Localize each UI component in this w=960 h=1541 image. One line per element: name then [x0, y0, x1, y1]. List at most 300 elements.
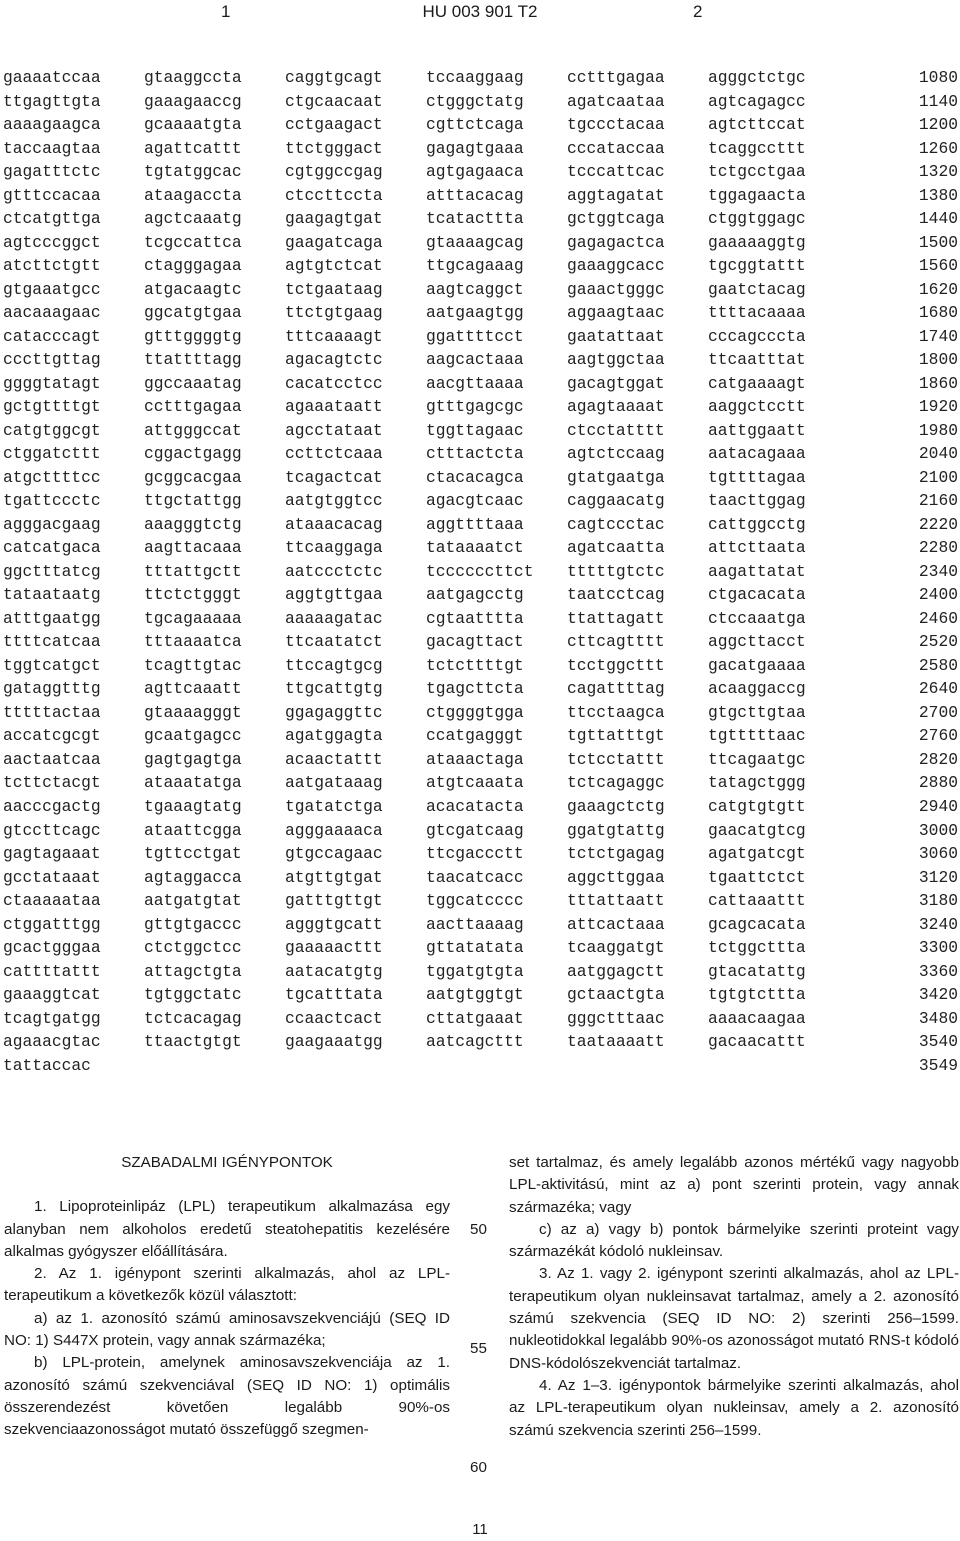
sequence-chunk: agttcaaatt: [144, 679, 242, 699]
sequence-chunk: catacccagt: [3, 326, 101, 346]
sequence-chunk: aatggagctt: [567, 961, 665, 981]
sequence-position-number: 1200: [918, 115, 958, 135]
sequence-chunk: ccttctcaaa: [285, 444, 383, 464]
sequence-chunk: tttaaaatca: [144, 632, 242, 652]
sequence-chunk: gctggtcaga: [567, 209, 665, 229]
sequence-chunk: gttatatata: [426, 938, 524, 958]
sequence-chunk: gggctttaac: [567, 1008, 665, 1028]
sequence-chunk: gaaactgggc: [567, 279, 665, 299]
sequence-row: [3, 489, 958, 513]
sequence-chunk: taatcctcag: [567, 585, 665, 605]
sequence-chunk: gaaaaaggtg: [708, 232, 806, 252]
sequence-chunk: ataattcgga: [144, 820, 242, 840]
page-footer-number: 11: [472, 1521, 488, 1538]
sequence-chunk: tttttactaa: [3, 702, 101, 722]
sequence-chunk: tttattgctt: [144, 561, 242, 581]
sequence-chunk: catgaaaagt: [708, 373, 806, 393]
sequence-chunk: agagtaaaat: [567, 397, 665, 417]
sequence-chunk: ttgcattgtg: [285, 679, 383, 699]
sequence-position-number: 2820: [918, 749, 958, 769]
sequence-chunk: ggggtatagt: [3, 373, 101, 393]
sequence-chunk: aatgtggtcc: [285, 491, 383, 511]
sequence-row: [3, 1007, 958, 1031]
sequence-position-number: 2700: [918, 702, 958, 722]
sequence-chunk: ataaatatga: [144, 773, 242, 793]
sequence-chunk: taataaaatt: [567, 1032, 665, 1052]
sequence-chunk: aatacagaaa: [708, 444, 806, 464]
sequence-chunk: ctgggctatg: [426, 91, 524, 111]
sequence-chunk: aattggaatt: [708, 420, 806, 440]
sequence-chunk: catgtgtgtt: [708, 796, 806, 816]
sequence-chunk: tctcagaggc: [567, 773, 665, 793]
sequence-chunk: gcactgggaa: [3, 938, 101, 958]
sequence-chunk: ttctgtgaag: [285, 303, 383, 323]
sequence-position-number: 2460: [918, 608, 958, 628]
sequence-chunk: tcagttgtac: [144, 655, 242, 675]
sequence-chunk: agggaaaaca: [285, 820, 383, 840]
sequence-chunk: ggatgtattg: [567, 820, 665, 840]
sequence-chunk: cggactgagg: [144, 444, 242, 464]
sequence-row: [3, 960, 958, 984]
claim-2: 2. Az 1. igénypont szerinti alkalmazás, ahol az LPL-terapeutikum a következők közül választott:: [4, 1265, 450, 1305]
sequence-chunk: cctttgagaa: [144, 397, 242, 417]
sequence-chunk: ttcgaccctt: [426, 844, 524, 864]
sequence-chunk: aagattatat: [708, 561, 806, 581]
sequence-chunk: tcatacttta: [426, 209, 524, 229]
sequence-row: [3, 583, 958, 607]
sequence-position-number: 2760: [918, 726, 958, 746]
sequence-chunk: gagtagaaat: [3, 844, 101, 864]
sequence-chunk: gtaaaagggt: [144, 702, 242, 722]
sequence-chunk: ctctggctcc: [144, 938, 242, 958]
sequence-chunk: gagagactca: [567, 232, 665, 252]
sequence-chunk: cgttctcaga: [426, 115, 524, 135]
sequence-chunk: gaaagctctg: [567, 796, 665, 816]
sequence-chunk: gacagttact: [426, 632, 524, 652]
sequence-chunk: tcttctacgt: [3, 773, 101, 793]
sequence-chunk: aacccgactg: [3, 796, 101, 816]
sequence-chunk: tgtttttaac: [708, 726, 806, 746]
sequence-chunk: gtgaaatgcc: [3, 279, 101, 299]
sequence-chunk: accatcgcgt: [3, 726, 101, 746]
sequence-chunk: gtttgagcgc: [426, 397, 524, 417]
claims-heading: SZABADALMI IGÉNYPONTOK: [121, 1154, 333, 1171]
sequence-chunk: gaacatgtcg: [708, 820, 806, 840]
sequence-chunk: aatgagcctg: [426, 585, 524, 605]
sequence-chunk: gaaaggtcat: [3, 985, 101, 1005]
sequence-chunk: gtgcttgtaa: [708, 702, 806, 722]
sequence-chunk: tctcacagag: [144, 1008, 242, 1028]
sequence-position-number: 3180: [918, 891, 958, 911]
sequence-chunk: agatggagta: [285, 726, 383, 746]
sequence-position-number: 2280: [918, 538, 958, 558]
sequence-chunk: tgcatttata: [285, 985, 383, 1005]
sequence-position-number: 2400: [918, 585, 958, 605]
sequence-chunk: tctgcctgaa: [708, 162, 806, 182]
sequence-chunk: tgtggctatc: [144, 985, 242, 1005]
sequence-position-number: 2340: [918, 561, 958, 581]
sequence-chunk: ggcatgtgaa: [144, 303, 242, 323]
sequence-chunk: ctcctatttt: [567, 420, 665, 440]
line-number-50: 50: [470, 1221, 487, 1238]
sequence-chunk: ctagggagaa: [144, 256, 242, 276]
line-number-60: 60: [470, 1459, 487, 1476]
sequence-chunk: gaatctacag: [708, 279, 806, 299]
sequence-chunk: atgacaagtc: [144, 279, 242, 299]
sequence-chunk: tggcatcccc: [426, 891, 524, 911]
sequence-chunk: gatttgttgt: [285, 891, 383, 911]
sequence-row: [3, 795, 958, 819]
sequence-chunk: aacgttaaaa: [426, 373, 524, 393]
sequence-chunk: tttcaaaagt: [285, 326, 383, 346]
sequence-chunk: gagtgagtga: [144, 749, 242, 769]
sequence-chunk: aactaatcaa: [3, 749, 101, 769]
sequence-chunk: agatgatcgt: [708, 844, 806, 864]
sequence-position-number: 2520: [918, 632, 958, 652]
sequence-chunk: ttgagttgta: [3, 91, 101, 111]
sequence-row: [3, 677, 958, 701]
sequence-position-number: 3540: [918, 1032, 958, 1052]
sequence-row: [3, 466, 958, 490]
sequence-row: [3, 395, 958, 419]
sequence-chunk: tgatatctga: [285, 796, 383, 816]
sequence-row: [3, 348, 958, 372]
sequence-chunk: tgttatttgt: [567, 726, 665, 746]
sequence-row: [3, 936, 958, 960]
sequence-chunk: tcagactcat: [285, 467, 383, 487]
sequence-chunk: gcaaaatgta: [144, 115, 242, 135]
sequence-chunk: aatcagcttt: [426, 1032, 524, 1052]
sequence-listing: [3, 66, 958, 1077]
sequence-chunk: ctggggtgga: [426, 702, 524, 722]
sequence-chunk: gtaaggccta: [144, 68, 242, 87]
sequence-row: [3, 983, 958, 1007]
sequence-chunk: agaaacgtac: [3, 1032, 101, 1052]
sequence-chunk: ctggatttgg: [3, 914, 101, 934]
sequence-position-number: 1800: [918, 350, 958, 370]
sequence-chunk: ttttcatcaa: [3, 632, 101, 652]
sequence-chunk: gaagaaatgg: [285, 1032, 383, 1052]
sequence-row: [3, 137, 958, 161]
sequence-chunk: tcccattcac: [567, 162, 665, 182]
sequence-chunk: aagtcaggct: [426, 279, 524, 299]
sequence-row: [3, 513, 958, 537]
sequence-chunk: tggtcatgct: [3, 655, 101, 675]
sequence-chunk: aatccctctc: [285, 561, 383, 581]
sequence-chunk: gaaaggcacc: [567, 256, 665, 276]
claim-2c: c) az a) vagy b) pontok bármelyike szerinti proteint vagy származékát kódoló nukleinsav.: [509, 1220, 959, 1261]
sequence-chunk: gcggcacgaa: [144, 467, 242, 487]
sequence-chunk: caggaacatg: [567, 491, 665, 511]
sequence-chunk: tctctgagag: [567, 844, 665, 864]
sequence-chunk: ttccagtgcg: [285, 655, 383, 675]
sequence-chunk: atgtcaaata: [426, 773, 524, 793]
sequence-position-number: 2160: [918, 491, 958, 511]
sequence-chunk: gacaacattt: [708, 1032, 806, 1052]
sequence-chunk: attagctgta: [144, 961, 242, 981]
sequence-chunk: tattaccac: [3, 1055, 91, 1075]
sequence-chunk: ccatgagggt: [426, 726, 524, 746]
sequence-chunk: aggaagtaac: [567, 303, 665, 323]
sequence-chunk: catgtggcgt: [3, 420, 101, 440]
sequence-chunk: tcagtgatgg: [3, 1008, 101, 1028]
sequence-chunk: cttatgaaat: [426, 1008, 524, 1028]
sequence-chunk: agtctccaag: [567, 444, 665, 464]
sequence-row: [3, 66, 958, 90]
sequence-chunk: gctaactgta: [567, 985, 665, 1005]
sequence-position-number: 2940: [918, 796, 958, 816]
sequence-chunk: ttctctgggt: [144, 585, 242, 605]
sequence-chunk: gagatttctc: [3, 162, 101, 182]
sequence-chunk: agtcccggct: [3, 232, 101, 252]
sequence-chunk: caggtgcagt: [285, 68, 383, 87]
sequence-chunk: attcactaaa: [567, 914, 665, 934]
sequence-chunk: ctccttccta: [285, 185, 383, 205]
sequence-chunk: ctttactcta: [426, 444, 524, 464]
sequence-position-number: 3549: [918, 1055, 958, 1075]
sequence-chunk: ttcagaatgc: [708, 749, 806, 769]
sequence-chunk: agatcaatta: [567, 538, 665, 558]
sequence-chunk: cattttattt: [3, 961, 101, 981]
sequence-row: [3, 207, 958, 231]
sequence-chunk: aaaagaagca: [3, 115, 101, 135]
sequence-chunk: ttcaaggaga: [285, 538, 383, 558]
sequence-row: [3, 442, 958, 466]
sequence-chunk: aaagggtctg: [144, 514, 242, 534]
sequence-chunk: gtaaaagcag: [426, 232, 524, 252]
sequence-chunk: aaggctcctt: [708, 397, 806, 417]
claim-2b: b) LPL-protein, amelynek aminosavszekvenciája az 1. azonosító számú szekvenciával (SEQ ID NO: 1) optimális összerendezést követően legalább 90%-os szekvenciaazonosságot mutató összefüggő szegmen-: [4, 1354, 450, 1439]
sequence-chunk: agacagtctc: [285, 350, 383, 370]
sequence-chunk: gataggtttg: [3, 679, 101, 699]
sequence-chunk: gaagatcaga: [285, 232, 383, 252]
sequence-row: [3, 184, 958, 208]
sequence-chunk: aggtagatat: [567, 185, 665, 205]
sequence-chunk: tcaaggatgt: [567, 938, 665, 958]
sequence-chunk: gcaatgagcc: [144, 726, 242, 746]
sequence-chunk: ctggtggagc: [708, 209, 806, 229]
sequence-chunk: atcttctgtt: [3, 256, 101, 276]
sequence-chunk: acacatacta: [426, 796, 524, 816]
sequence-row: [3, 771, 958, 795]
sequence-chunk: ttaactgtgt: [144, 1032, 242, 1052]
sequence-chunk: tttattaatt: [567, 891, 665, 911]
sequence-chunk: attcttaata: [708, 538, 806, 558]
sequence-position-number: 1260: [918, 138, 958, 158]
sequence-chunk: gtccttcagc: [3, 820, 101, 840]
sequence-chunk: aacttaaaag: [426, 914, 524, 934]
sequence-chunk: agtcttccat: [708, 115, 806, 135]
sequence-position-number: 1860: [918, 373, 958, 393]
sequence-position-number: 1980: [918, 420, 958, 440]
sequence-chunk: atgcttttcc: [3, 467, 101, 487]
sequence-row: [3, 1030, 958, 1054]
sequence-row: [3, 325, 958, 349]
claims-left-column: [4, 1152, 450, 1442]
sequence-chunk: attgggccat: [144, 420, 242, 440]
claims-right-column: [509, 1152, 959, 1442]
sequence-position-number: 1380: [918, 185, 958, 205]
right-page-number: 2: [693, 2, 703, 21]
sequence-chunk: cccttgttag: [3, 350, 101, 370]
sequence-chunk: agggacgaag: [3, 514, 101, 534]
sequence-chunk: ctgcaacaat: [285, 91, 383, 111]
sequence-chunk: cgtggccgag: [285, 162, 383, 182]
sequence-chunk: aagtggctaa: [567, 350, 665, 370]
sequence-chunk: ttcctaagca: [567, 702, 665, 722]
sequence-chunk: acaaggaccg: [708, 679, 806, 699]
sequence-row: [3, 113, 958, 137]
sequence-position-number: 3240: [918, 914, 958, 934]
sequence-chunk: tctggcttta: [708, 938, 806, 958]
sequence-chunk: aatgatgtat: [144, 891, 242, 911]
sequence-position-number: 3480: [918, 1008, 958, 1028]
sequence-chunk: agggctctgc: [708, 68, 806, 87]
sequence-chunk: taccaagtaa: [3, 138, 101, 158]
sequence-row: [3, 372, 958, 396]
sequence-position-number: 1620: [918, 279, 958, 299]
sequence-chunk: tccccccttct: [426, 561, 534, 581]
sequence-chunk: ggattttcct: [426, 326, 524, 346]
sequence-row: [3, 254, 958, 278]
sequence-row: [3, 748, 958, 772]
sequence-chunk: aaaacaagaa: [708, 1008, 806, 1028]
sequence-chunk: ataaacacag: [285, 514, 383, 534]
sequence-row: [3, 913, 958, 937]
sequence-chunk: gcagcacata: [708, 914, 806, 934]
sequence-chunk: agggtgcatt: [285, 914, 383, 934]
sequence-chunk: cattggcctg: [708, 514, 806, 534]
left-page-number: 1: [221, 2, 231, 21]
sequence-chunk: ctacacagca: [426, 467, 524, 487]
sequence-chunk: tataaaatct: [426, 538, 524, 558]
sequence-position-number: 2100: [918, 467, 958, 487]
sequence-chunk: atgttgtgat: [285, 867, 383, 887]
sequence-chunk: agtaggacca: [144, 867, 242, 887]
sequence-chunk: gaaaaacttt: [285, 938, 383, 958]
sequence-row: [3, 90, 958, 114]
sequence-chunk: tggagaacta: [708, 185, 806, 205]
sequence-chunk: tcgccattca: [144, 232, 242, 252]
sequence-chunk: cccataccaa: [567, 138, 665, 158]
sequence-chunk: agctcaaatg: [144, 209, 242, 229]
sequence-chunk: tgcggtattt: [708, 256, 806, 276]
sequence-position-number: 2880: [918, 773, 958, 793]
sequence-chunk: cagattttag: [567, 679, 665, 699]
sequence-chunk: aatgtggtgt: [426, 985, 524, 1005]
sequence-chunk: cattaaattt: [708, 891, 806, 911]
sequence-chunk: gtacatattg: [708, 961, 806, 981]
sequence-chunk: tcctggcttt: [567, 655, 665, 675]
sequence-chunk: ttctgggact: [285, 138, 383, 158]
sequence-chunk: agcctataat: [285, 420, 383, 440]
sequence-chunk: tatagctggg: [708, 773, 806, 793]
sequence-chunk: aacaaagaac: [3, 303, 101, 323]
sequence-chunk: tcaggccttt: [708, 138, 806, 158]
sequence-chunk: agatcaataa: [567, 91, 665, 111]
sequence-chunk: ataagaccta: [144, 185, 242, 205]
sequence-chunk: aatgaagtgg: [426, 303, 524, 323]
sequence-chunk: ctggatcttt: [3, 444, 101, 464]
sequence-chunk: aggtgttgaa: [285, 585, 383, 605]
sequence-chunk: ttgctattgg: [144, 491, 242, 511]
sequence-row: [3, 1054, 958, 1078]
sequence-chunk: ctaaaaataa: [3, 891, 101, 911]
sequence-row: [3, 419, 958, 443]
sequence-position-number: 1080: [918, 68, 958, 87]
sequence-chunk: gttgtgaccc: [144, 914, 242, 934]
sequence-chunk: gtttggggtg: [144, 326, 242, 346]
claim-4: 4. Az 1–3. igénypontok bármelyike szerinti alkalmazás, ahol az LPL-terapeutikum olyan nukleinsav, amely a 2. azonosító számú szekvencia szerinti 256–1599.: [509, 1376, 959, 1439]
sequence-chunk: aagttacaaa: [144, 538, 242, 558]
sequence-chunk: ttcaatttat: [708, 350, 806, 370]
sequence-chunk: tgccctacaa: [567, 115, 665, 135]
sequence-position-number: 3000: [918, 820, 958, 840]
claim-3: 3. Az 1. vagy 2. igénypont szerinti alkalmazás, ahol az LPL-terapeutikum olyan nukleinsavat tartalmaz, amely a 2. azonosító számú szekvencia (SEQ ID NO: 2) szerinti 256–1599. nukleotidokkal legalább 90%-os azonosságot mutató RNS-t kódoló DNS-kódolószekvenciát tartalmaz.: [509, 1265, 959, 1372]
sequence-chunk: ttgcagaaag: [426, 256, 524, 276]
sequence-chunk: agtgtctcat: [285, 256, 383, 276]
sequence-position-number: 1680: [918, 303, 958, 323]
sequence-chunk: tctcctattt: [567, 749, 665, 769]
sequence-chunk: tctcttttgt: [426, 655, 524, 675]
sequence-row: [3, 819, 958, 843]
sequence-chunk: cacatcctcc: [285, 373, 383, 393]
sequence-chunk: aggcttggaa: [567, 867, 665, 887]
sequence-chunk: ttattttagg: [144, 350, 242, 370]
sequence-row: [3, 724, 958, 748]
sequence-chunk: agtgagaaca: [426, 162, 524, 182]
sequence-chunk: cttcagtttt: [567, 632, 665, 652]
sequence-chunk: cgtaatttta: [426, 608, 524, 628]
sequence-chunk: ttttacaaaa: [708, 303, 806, 323]
sequence-chunk: ttcaatatct: [285, 632, 383, 652]
sequence-chunk: agattcattt: [144, 138, 242, 158]
sequence-chunk: tgaattctct: [708, 867, 806, 887]
claim-1: 1. Lipoproteinlipáz (LPL) terapeutikum alkalmazása egy alanyban nem alkoholos eredetű steatohepatitis kezelésére alkalmas gyógyszer előállítására.: [4, 1198, 450, 1260]
sequence-row: [3, 701, 958, 725]
sequence-chunk: tgtatggcac: [144, 162, 242, 182]
sequence-chunk: gtcgatcaag: [426, 820, 524, 840]
sequence-position-number: 1320: [918, 162, 958, 182]
sequence-chunk: gcctataaat: [3, 867, 101, 887]
sequence-chunk: tgttttagaa: [708, 467, 806, 487]
sequence-position-number: 1140: [918, 91, 958, 111]
sequence-position-number: 1500: [918, 232, 958, 252]
sequence-chunk: cctgaagact: [285, 115, 383, 135]
sequence-chunk: ggagaggttc: [285, 702, 383, 722]
sequence-chunk: aatacatgtg: [285, 961, 383, 981]
sequence-row: [3, 607, 958, 631]
sequence-chunk: gtatgaatga: [567, 467, 665, 487]
sequence-chunk: gtgccagaac: [285, 844, 383, 864]
sequence-row: [3, 630, 958, 654]
sequence-chunk: tggttagaac: [426, 420, 524, 440]
sequence-chunk: ggctttatcg: [3, 561, 101, 581]
sequence-chunk: ttattagatt: [567, 608, 665, 628]
sequence-position-number: 1740: [918, 326, 958, 346]
sequence-chunk: ggccaaatag: [144, 373, 242, 393]
sequence-chunk: aggttttaaa: [426, 514, 524, 534]
sequence-chunk: gctgttttgt: [3, 397, 101, 417]
sequence-row: [3, 866, 958, 890]
sequence-chunk: ctcatgttga: [3, 209, 101, 229]
sequence-chunk: acaactattt: [285, 749, 383, 769]
sequence-chunk: aggcttacct: [708, 632, 806, 652]
sequence-position-number: 1920: [918, 397, 958, 417]
sequence-chunk: gacatgaaaa: [708, 655, 806, 675]
sequence-chunk: aaaaagatac: [285, 608, 383, 628]
sequence-chunk: aatgataaag: [285, 773, 383, 793]
